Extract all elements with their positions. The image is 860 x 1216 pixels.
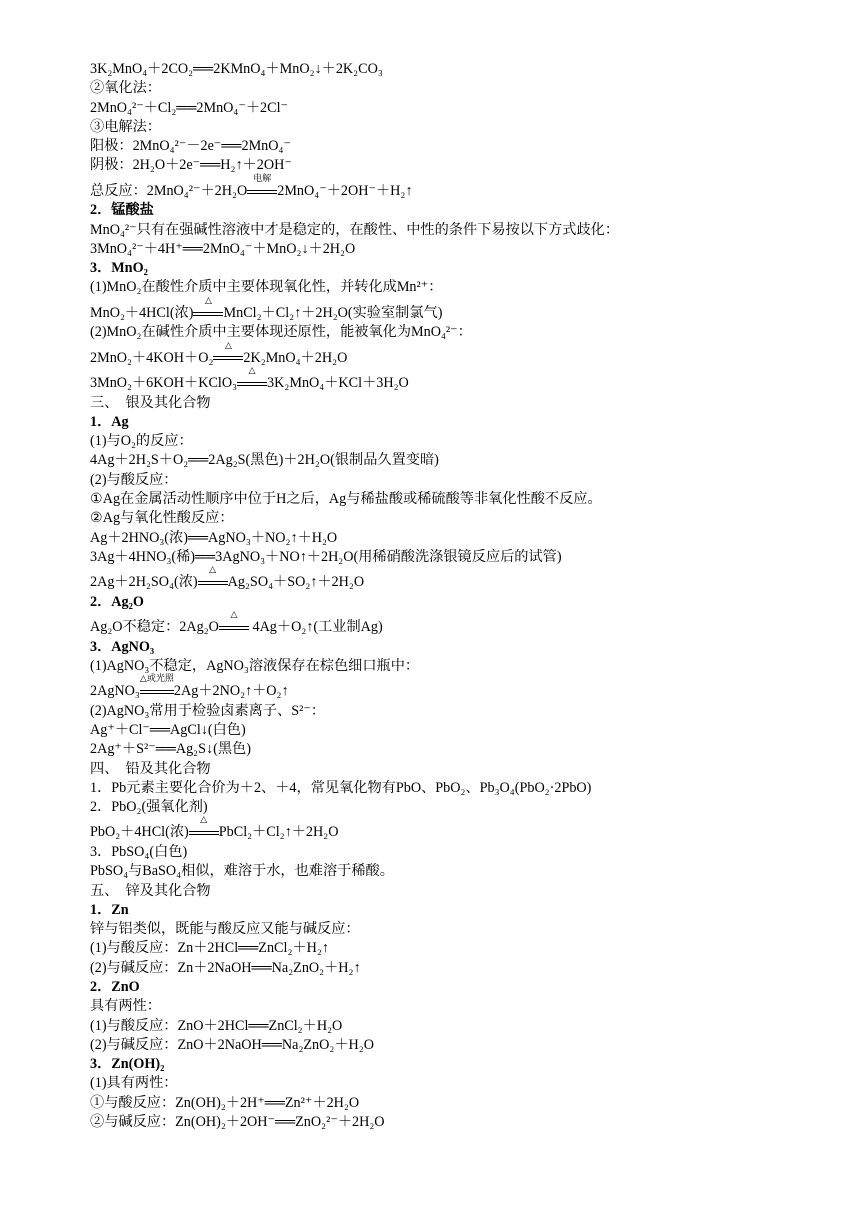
text-line <box>90 939 830 958</box>
double-line-sign <box>219 625 249 631</box>
section-heading <box>90 413 830 432</box>
line-text: ②Ag与氧化性酸反应： <box>90 510 234 527</box>
line-text: ②氧化法： <box>90 80 161 97</box>
double-line-sign <box>237 381 267 387</box>
double-line-sign <box>140 689 174 695</box>
reaction-condition: 电解 <box>253 172 272 183</box>
line-text: (2)与酸反应： <box>90 471 178 488</box>
section-heading <box>90 201 830 220</box>
line-text-products: 4Ag＋O₂↑(工业制Ag) <box>248 619 383 636</box>
line-text: (1)与O₂的反应： <box>90 433 193 450</box>
line-text: (2)与碱反应：ZnO＋2NaOH══Na₂ZnO₂＋H₂O <box>90 1036 374 1053</box>
line-text: PbO₂＋4HCl(浓) <box>90 824 189 841</box>
text-line <box>90 118 830 137</box>
text-line <box>90 862 830 881</box>
reaction-arrow <box>193 294 223 323</box>
line-text: MnO₄²⁻只有在强碱性溶液中才是稳定的，在酸性、中性的条件下易按以下方式歧化： <box>90 221 620 238</box>
line-text: 四、 铅及其化合物 <box>90 760 211 777</box>
document-body <box>90 60 830 1132</box>
line-text: 阴极：2H₂O＋2e⁻══H₂↑＋2OH⁻ <box>90 157 292 174</box>
line-text: 1．Ag <box>90 413 129 430</box>
reaction-condition: △ <box>230 609 238 620</box>
line-text: 2．Ag₂O <box>90 593 144 610</box>
line-text: 总反应：2MnO₄²⁻＋2H₂O <box>90 182 248 199</box>
line-text: ①Ag在金属活动性顺序中位于H之后，Ag与稀盐酸或稀硫酸等非氧化性酸不反应。 <box>90 491 602 508</box>
section-heading <box>90 638 830 657</box>
line-text-products: Ag₂SO₄＋SO₂↑＋2H₂O <box>227 574 365 591</box>
text-line <box>90 156 830 175</box>
text-line <box>90 997 830 1016</box>
line-text: 2Ag⁺＋S²⁻══Ag₂S↓(黑色) <box>90 741 251 758</box>
text-line <box>90 529 830 548</box>
double-line-sign <box>189 830 219 836</box>
line-text: ③电解法： <box>90 118 161 135</box>
line-text: 3．AgNO₃ <box>90 638 155 655</box>
text-line <box>90 920 830 939</box>
line-text-products: PbCl₂＋Cl₂↑＋2H₂O <box>218 824 339 841</box>
text-line <box>90 843 830 862</box>
reaction-condition: △ <box>224 339 232 350</box>
text-line <box>90 339 830 369</box>
reaction-arrow <box>237 365 267 393</box>
text-line <box>90 509 830 528</box>
double-line-sign <box>213 355 243 361</box>
double-line-sign <box>193 311 223 317</box>
line-text: Ag⁺＋Cl⁻══AgCl↓(白色) <box>90 721 246 738</box>
text-line <box>90 137 830 156</box>
text-line <box>90 1074 830 1093</box>
text-line <box>90 1036 830 1055</box>
text-line <box>90 99 830 118</box>
text-line <box>90 1113 830 1132</box>
text-line <box>90 294 830 324</box>
reaction-condition: △ <box>248 365 256 376</box>
line-text: 五、 锌及其化合物 <box>90 882 211 899</box>
reaction-condition: △ <box>200 814 208 825</box>
reaction-arrow <box>198 564 228 592</box>
line-text-products: 2K₂MnO₄＋2H₂O <box>243 349 348 366</box>
line-text: 2．PbO₂(强氧化剂) <box>90 799 208 816</box>
line-text: 2MnO₂＋4KOH＋O₂ <box>90 349 214 366</box>
text-line <box>90 959 830 978</box>
line-text: (1)AgNO₃不稳定，AgNO₃溶液保存在棕色细口瓶中： <box>90 657 420 674</box>
text-line <box>90 172 830 202</box>
double-line-sign <box>247 189 277 195</box>
line-text: (1)与酸反应：Zn＋2HCl══ZnCl₂＋H₂↑ <box>90 940 329 957</box>
reaction-arrow <box>189 814 219 842</box>
line-text: ②与碱反应：Zn(OH)₂＋2OH⁻══ZnO₂²⁻＋2H₂O <box>90 1114 385 1131</box>
line-text: 3K₂MnO₄＋2CO₂══2KMnO₄＋MnO₂↓＋2K₂CO₃ <box>90 61 383 77</box>
text-line <box>90 394 830 413</box>
text-line <box>90 657 830 676</box>
text-line <box>90 1017 830 1036</box>
text-line <box>90 882 830 901</box>
line-text: (2)AgNO₃常用于检验卤素离子、S²⁻： <box>90 702 326 719</box>
line-text: 三、 银及其化合物 <box>90 394 211 411</box>
line-text: 锌与铝类似，既能与酸反应又能与碱反应： <box>90 921 360 938</box>
text-line <box>90 490 830 509</box>
reaction-arrow <box>139 673 174 701</box>
text-line <box>90 365 830 394</box>
line-text: 1．Pb元素主要化合价为＋2、＋4，常见氧化物有PbO、PbO₂、Pb₃O₄(PbO₂·2PbO) <box>90 779 592 796</box>
text-line <box>90 814 830 843</box>
line-text: ①与酸反应：Zn(OH)₂＋2H⁺══Zn²⁺＋2H₂O <box>90 1094 360 1111</box>
line-text: 3．Zn(OH)₂ <box>90 1056 165 1073</box>
section-heading <box>90 901 830 920</box>
text-line <box>90 451 830 470</box>
line-text: 4Ag＋2H₂S＋O₂══2Ag₂S(黑色)＋2H₂O(银制品久置变暗) <box>90 452 439 469</box>
line-text-products: 2MnO₄⁻＋2OH⁻＋H₂↑ <box>277 182 413 199</box>
text-line <box>90 221 830 240</box>
line-text: PbSO₄与BaSO₄相似，难溶于水，也难溶于稀酸。 <box>90 863 394 880</box>
line-text: (1)具有两性： <box>90 1075 178 1092</box>
line-text: (2)MnO₂在碱性介质中主要体现还原性，能被氧化为MnO₄²⁻： <box>90 324 472 341</box>
text-line <box>90 564 830 593</box>
text-line <box>90 721 830 740</box>
section-heading <box>90 978 830 997</box>
line-text: 3．MnO₂ <box>90 260 148 277</box>
line-text: 2MnO₄²⁻＋Cl₂══2MnO₄⁻＋2Cl⁻ <box>90 99 289 116</box>
reaction-arrow <box>247 172 277 201</box>
section-heading <box>90 1055 830 1074</box>
text-line <box>90 471 830 490</box>
double-line-sign <box>198 580 228 586</box>
line-text: 3Ag＋4HNO₃(稀)══3AgNO₃＋NO↑＋2H₂O(用稀硝酸洗涤银镜反应后的试管) <box>90 548 562 565</box>
line-text: 阳极：2MnO₄²⁻－2e⁻══2MnO₄⁻ <box>90 138 291 155</box>
text-line <box>90 760 830 779</box>
text-line <box>90 432 830 451</box>
line-text: 2．ZnO <box>90 978 140 995</box>
line-text: (2)与碱反应：Zn＋2NaOH══Na₂ZnO₂＋H₂↑ <box>90 959 361 976</box>
line-text: 具有两性： <box>90 998 161 1015</box>
text-line <box>90 60 830 79</box>
line-text: 3MnO₂＋6KOH＋KClO₃ <box>90 375 238 392</box>
text-line <box>90 240 830 259</box>
line-text: MnO₂＋4HCl(浓) <box>90 304 194 321</box>
section-heading <box>90 259 830 278</box>
text-line <box>90 779 830 798</box>
line-text: 3．PbSO₄(白色) <box>90 843 188 860</box>
text-line <box>90 740 830 759</box>
line-text: 2．锰酸盐 <box>90 202 154 219</box>
text-line <box>90 673 830 702</box>
reaction-condition: △ <box>205 294 212 305</box>
line-text: 2Ag＋2H₂SO₄(浓) <box>90 574 198 591</box>
line-text: Ag₂O不稳定：2Ag₂O <box>90 619 219 636</box>
text-line <box>90 609 830 638</box>
line-text-products: 3K₂MnO₄＋KCl＋3H₂O <box>267 375 409 392</box>
line-text: 3MnO₄²⁻＋4H⁺══2MnO₄⁻＋MnO₂↓＋2H₂O <box>90 240 356 257</box>
line-text-products: MnCl₂＋Cl₂↑＋2H₂O(实验室制氯气) <box>223 304 443 321</box>
reaction-condition: △ <box>209 564 217 575</box>
section-heading <box>90 593 830 612</box>
text-line <box>90 323 830 342</box>
reaction-condition: △或光照 <box>139 673 174 684</box>
text-line <box>90 79 830 98</box>
text-line <box>90 1094 830 1113</box>
line-text: Ag＋2HNO₃(浓)══AgNO₃＋NO₂↑＋H₂O <box>90 529 338 546</box>
reaction-arrow <box>219 609 249 637</box>
line-text: (1)与酸反应：ZnO＋2HCl══ZnCl₂＋H₂O <box>90 1017 343 1034</box>
line-text: 1．Zn <box>90 901 129 918</box>
line-text: (1)MnO₂在酸性介质中主要体现氧化性，并转化成Mn²⁺： <box>90 279 443 296</box>
text-line <box>90 702 830 721</box>
line-text-products: 2Ag＋2NO₂↑＋O₂↑ <box>173 683 289 700</box>
line-text: 2AgNO₃ <box>90 683 140 700</box>
